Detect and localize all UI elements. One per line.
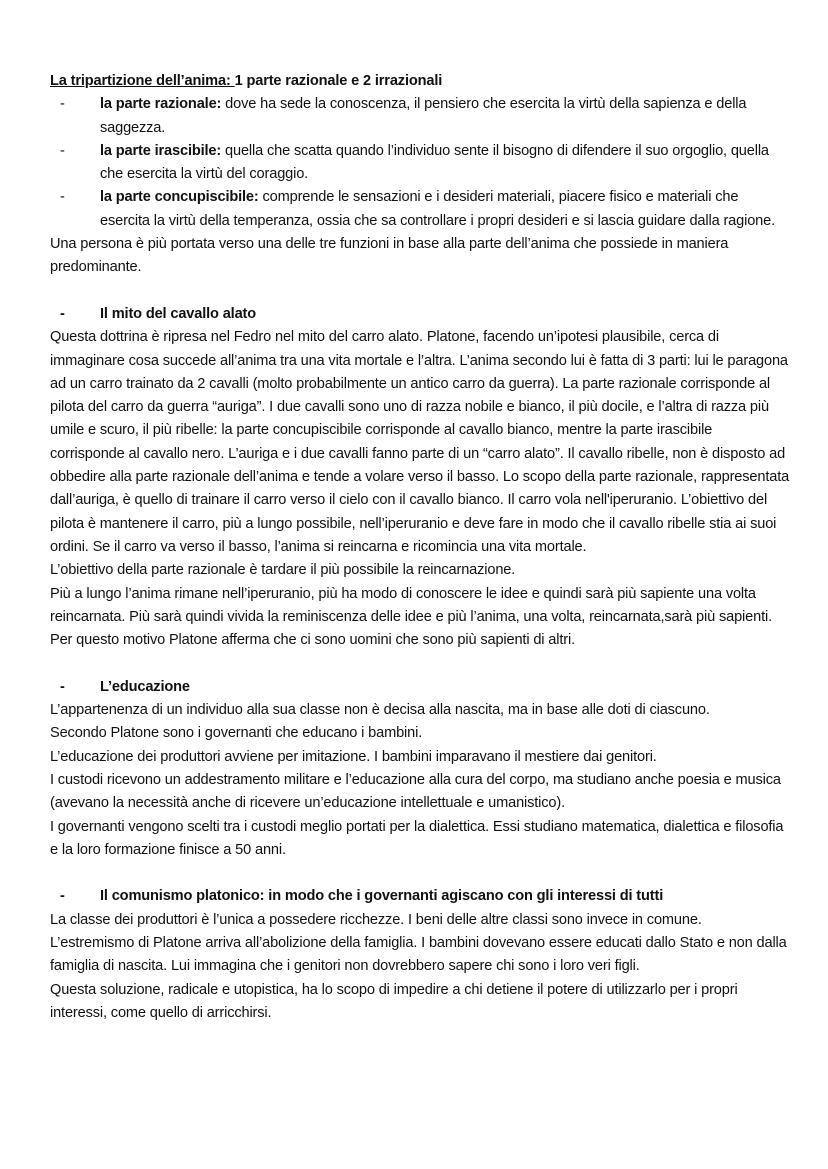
paragraph: L’estremismo di Platone arriva all’abolizione della famiglia. I bambini dovevano essere educati dallo Stato e non dalla famiglia di nascita. Lui immagina che i genitori non dovrebbero sapere chi sono i loro veri figli. bbox=[50, 934, 787, 975]
section-title-tripartizione bbox=[50, 70, 790, 93]
paragraph: La classe dei produttori è l’unica a possedere ricchezze. I beni delle altre classi sono invece in comune. bbox=[50, 911, 702, 928]
paragraph: I custodi ricevono un addestramento militare e l’educazione alla cura del corpo, ma studiano anche poesia e musica (avevano la necessità anche di ricevere un’educazione intellettuale e umanistico). bbox=[50, 771, 781, 812]
paragraph: L’appartenenza di un individuo alla sua classe non è decisa alla nascita, ma in base alle doti di ciascuno. bbox=[50, 702, 710, 719]
soul-parts-list bbox=[50, 93, 790, 233]
bullet-dash: - bbox=[60, 305, 65, 322]
bullet-dash: - bbox=[60, 678, 65, 695]
document-page bbox=[50, 70, 790, 1025]
definition: dove ha sede la conoscenza, il pensiero che esercita la virtù della sapienza e della saggezza. bbox=[100, 96, 747, 136]
bullet-dash: - bbox=[60, 189, 65, 206]
bullet-dash: - bbox=[60, 888, 65, 905]
title-rest: 1 parte razionale e 2 irrazionali bbox=[234, 73, 443, 89]
paragraph: Più a lungo l’anima rimane nell’iperuranio, più ha modo di conoscere le idee e quindi sarà più sapiente una volta reincarnata. Più sarà quindi vivida la reminiscenza delle idee e più l’anima, una volta, reincarnata,sarà più sapienti. Per questo motivo Platone afferma che ci sono uomini che sono più sapienti di altri. bbox=[50, 585, 772, 649]
section-title-educazione bbox=[50, 676, 790, 699]
spacer bbox=[50, 280, 790, 303]
section-title-cavallo-alato bbox=[50, 303, 790, 326]
term: la parte concupiscibile: bbox=[100, 189, 259, 206]
section-title-text: Il mito del cavallo alato bbox=[100, 305, 257, 322]
paragraph: Una persona è più portata verso una delle tre funzioni in base alla parte dell’anima che possiede in maniera predominante. bbox=[50, 236, 729, 276]
title-underlined: La tripartizione dell’anima: bbox=[50, 73, 235, 89]
bullet-dash: - bbox=[60, 96, 65, 113]
list-item-concupiscibile bbox=[50, 186, 790, 233]
list-item-razionale bbox=[50, 93, 790, 140]
section-title-text: L’educazione bbox=[100, 678, 190, 695]
paragraph: Secondo Platone sono i governanti che educano i bambini. bbox=[50, 725, 423, 742]
paragraph: L’obiettivo della parte razionale è tardare il più possibile la reincarnazione. bbox=[50, 562, 516, 579]
definition: comprende le sensazioni e i desideri materiali, piacere fisico e materiali che esercita la virtù della temperanza, ossia che sa controllare i propri desideri e si lascia guidare dalla ragione. bbox=[100, 189, 775, 229]
spacer bbox=[50, 652, 790, 675]
term: la parte razionale: bbox=[100, 96, 222, 113]
paragraph: I governanti vengono scelti tra i custodi meglio portati per la dialettica. Essi studiano matematica, dialettica e filosofia e la loro formazione finisce a 50 anni. bbox=[50, 818, 784, 858]
bullet-dash: - bbox=[60, 142, 65, 159]
list-item-irascibile bbox=[50, 140, 790, 187]
definition: quella che scatta quando l’individuo sente il bisogno di difendere il suo orgoglio, quella che esercita la virtù del coraggio. bbox=[100, 142, 769, 183]
paragraph: Questa dottrina è ripresa nel Fedro nel mito del carro alato. Platone, facendo un’ipotesi plausibile, cerca di immaginare cosa succede all’anima tra una vita mortale e l’altra. L’anima secondo lui è fatta di 3 parti: lui le paragona ad un carro trainato da 2 cavalli (molto probabilmente un antico carro da guerra). La parte razionale corrisponde al pilota del carro da guerra “auriga”. I due cavalli sono uno di razza nobile e bianco, il più docile, e l’altra di razza più umile e scuro, il più ribelle: la parte concupiscibile corrisponde al cavallo bianco, mentre la parte irascibile corrisponde al cavallo nero. L’auriga e i due cavalli fanno parte di un “carro alato”. Il cavallo ribelle, non è disposto ad obbedire alla parte razionale dell’anima e tende a volare verso il basso. Lo scopo della parte razionale, rappresentata dall’auriga, è quello di trainare il carro verso il cielo con il cavallo bianco. Il carro vola nell'iperuranio. L’obiettivo del pilota è mantenere il carro, più a lungo possibile, nell’iperuranio e deve fare in modo che il cavallo ribelle stia ai suoi ordini. Se il carro va verso il basso, l’anima si reincarna e ricomincia una vita mortale. bbox=[50, 329, 790, 555]
section-title-text: Il comunismo platonico: in modo che i governanti agiscano con gli interessi di tutti bbox=[100, 888, 664, 905]
section-title-comunismo bbox=[50, 885, 790, 908]
paragraph: Questa soluzione, radicale e utopistica, ha lo scopo di impedire a chi detiene il potere di utilizzarlo per i propri interessi, come quello di arricchirsi. bbox=[50, 981, 738, 1021]
paragraph: L’educazione dei produttori avviene per imitazione. I bambini imparavano il mestiere dai genitori. bbox=[50, 748, 657, 765]
spacer bbox=[50, 862, 790, 885]
term: la parte irascibile: bbox=[100, 142, 222, 159]
